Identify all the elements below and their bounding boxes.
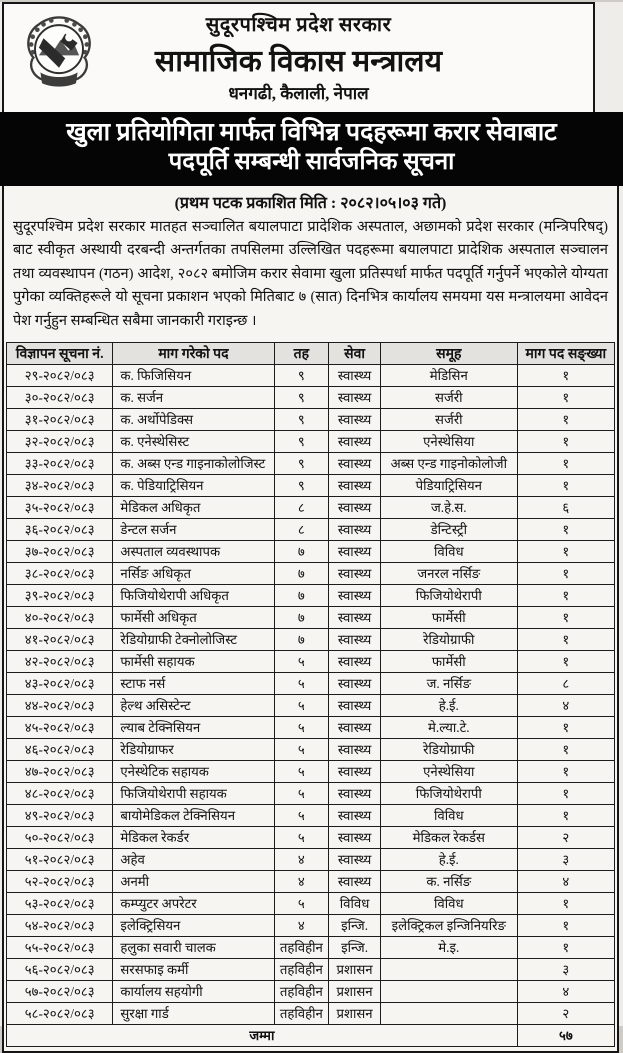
cell-level: ४ [274, 914, 329, 936]
cell-post: हेल्थ असिस्टेन्ट [113, 694, 274, 716]
cell-service: स्वास्थ्य [329, 518, 381, 540]
cell-advt-no: ४१-२०८२/०८३ [7, 628, 113, 650]
cell-service: स्वास्थ्य [329, 606, 381, 628]
cell-post: नर्सिङ अधिकृत [113, 562, 274, 584]
cell-post: फार्मेसी अधिकृत [113, 606, 274, 628]
header-cell-count: माग पद सङ्ख्या [517, 342, 614, 364]
cell-advt-no: ३७-२०८२/०८३ [7, 540, 113, 562]
cell-service: विविध [329, 892, 381, 914]
cell-group: सर्जरी [380, 408, 517, 430]
cell-count: १ [517, 804, 614, 826]
vacancy-row [7, 1002, 615, 1024]
cell-advt-no: ४९-२०८२/०८३ [7, 804, 113, 826]
cell-group: मेडिकल रेकर्डस [380, 826, 517, 848]
vacancy-row [7, 980, 615, 1002]
cell-service: स्वास्थ्य [329, 584, 381, 606]
cell-advt-no: ४३-२०८२/०८३ [7, 672, 113, 694]
cell-level: ९ [274, 452, 329, 474]
cell-group: फार्मेसी [380, 606, 517, 628]
cell-post: रेडियोग्राफी टेक्नोलोजिस्ट [113, 628, 274, 650]
cell-service: स्वास्थ्य [329, 716, 381, 738]
vacancy-row [7, 804, 615, 826]
cell-level: ७ [274, 540, 329, 562]
notice-title-line2: पदपूर्ति सम्बन्धी सार्वजनिक सूचना [168, 148, 455, 175]
vacancy-row [7, 540, 615, 562]
cell-advt-no: ३२-२०८२/०८३ [7, 430, 113, 452]
vacancy-row [7, 848, 615, 870]
cell-group: विविध [380, 892, 517, 914]
vacancy-row [7, 650, 615, 672]
notice-document [0, 2, 623, 1044]
vacancy-row [7, 364, 615, 386]
cell-group: एनेस्थेसिया [380, 430, 517, 452]
cell-service: स्वास्थ्य [329, 738, 381, 760]
cell-advt-no: ५०-२०८२/०८३ [7, 826, 113, 848]
vacancy-row [7, 870, 615, 892]
cell-advt-no: ५३-२०८२/०८३ [7, 892, 113, 914]
vacancy-row [7, 452, 615, 474]
cell-advt-no: ४८-२०८२/०८३ [7, 782, 113, 804]
cell-service: स्वास्थ्य [329, 364, 381, 386]
cell-count: १ [517, 474, 614, 496]
cell-post: कार्यालय सहयोगी [113, 980, 274, 1002]
cell-post: डेन्टल सर्जन [113, 518, 274, 540]
cell-group: फिजियोथेरापी [380, 782, 517, 804]
cell-level: ५ [274, 650, 329, 672]
cell-group [380, 958, 517, 980]
cell-post: स्टाफ नर्स [113, 672, 274, 694]
cell-advt-no: ४५-२०८२/०८३ [7, 716, 113, 738]
table-header-row [7, 342, 615, 364]
cell-group: विविध [380, 804, 517, 826]
cell-level: तहविहीन [274, 980, 329, 1002]
ministry-title: सामाजिक विकास मन्त्रालय [154, 45, 443, 78]
vacancy-row [7, 672, 615, 694]
cell-service: प्रशासन [329, 980, 381, 1002]
cell-group: विविध [380, 540, 517, 562]
cell-post: रेडियोग्राफर [113, 738, 274, 760]
cell-service: स्वास्थ्य [329, 562, 381, 584]
cell-count: १ [517, 716, 614, 738]
cell-count: १ [517, 628, 614, 650]
notice-title-banner [0, 112, 623, 186]
cell-advt-no: ३१-२०८२/०८३ [7, 408, 113, 430]
vacancy-row [7, 936, 615, 958]
ministry-address: धनगढी, कैलाली, नेपाल [228, 84, 369, 103]
cell-post: फार्मेसी सहायक [113, 650, 274, 672]
cell-count: ४ [517, 694, 614, 716]
cell-group: मे.ल्या.टे. [380, 716, 517, 738]
cell-advt-no: ५७-२०८२/०८३ [7, 980, 113, 1002]
cell-level: ५ [274, 738, 329, 760]
cell-post: एनेस्थेटिक सहायक [113, 760, 274, 782]
cell-post: फिजियोथेरापी सहायक [113, 782, 274, 804]
cell-level: ७ [274, 584, 329, 606]
vacancy-row [7, 562, 615, 584]
cell-advt-no: ४०-२०८२/०८३ [7, 606, 113, 628]
cell-advt-no: २९-२०८२/०८३ [7, 364, 113, 386]
cell-count: १ [517, 760, 614, 782]
cell-level: ५ [274, 826, 329, 848]
cell-advt-no: ३३-२०८२/०८३ [7, 452, 113, 474]
cell-group: अब्स एन्ड गाइनोकोलोजी [380, 452, 517, 474]
cell-level: ५ [274, 782, 329, 804]
cell-group [380, 1002, 517, 1024]
cell-advt-no: ५४-२०८२/०८३ [7, 914, 113, 936]
cell-advt-no: ५२-२०८२/०८३ [7, 870, 113, 892]
nepal-coat-of-arms-logo [20, 12, 98, 94]
cell-group: जनरल नर्सिङ [380, 562, 517, 584]
cell-count: १ [517, 936, 614, 958]
cell-count: ३ [517, 848, 614, 870]
cell-group: फिजियोथेरापी [380, 584, 517, 606]
cell-post: ल्याब टेक्निसियन [113, 716, 274, 738]
cell-post: मेडिकल रेकर्डर [113, 826, 274, 848]
cell-count: १ [517, 914, 614, 936]
cell-level: ८ [274, 518, 329, 540]
cell-service: इन्जि. [329, 914, 381, 936]
cell-post: क. अब्स एन्ड गाइनाकोलोजिस्ट [113, 452, 274, 474]
cell-level: ९ [274, 386, 329, 408]
vacancy-row [7, 408, 615, 430]
cell-group: मे.इ. [380, 936, 517, 958]
cell-post: क. पेडियाट्रिसियन [113, 474, 274, 496]
cell-group: हे.ई. [380, 848, 517, 870]
cell-count: ४ [517, 870, 614, 892]
vacancy-row [7, 518, 615, 540]
cell-advt-no: ४६-२०८२/०८३ [7, 738, 113, 760]
cell-count: १ [517, 540, 614, 562]
cell-level: तहविहीन [274, 936, 329, 958]
cell-level: ५ [274, 804, 329, 826]
cell-count: ८ [517, 672, 614, 694]
cell-count: १ [517, 518, 614, 540]
cell-post: कम्प्युटर अपरेटर [113, 892, 274, 914]
cell-count: ६ [517, 496, 614, 518]
cell-group: फार्मेसी [380, 650, 517, 672]
cell-post: सुरक्षा गार्ड [113, 1002, 274, 1024]
cell-count: १ [517, 584, 614, 606]
cell-post: क. फिजिसियन [113, 364, 274, 386]
cell-advt-no: ५६-२०८२/०८३ [7, 958, 113, 980]
cell-level: ९ [274, 474, 329, 496]
cell-service: स्वास्थ्य [329, 694, 381, 716]
cell-service: स्वास्थ्य [329, 848, 381, 870]
cell-count: १ [517, 430, 614, 452]
cell-level: ५ [274, 672, 329, 694]
cell-level: ९ [274, 364, 329, 386]
notice-title-line1: खुला प्रतियोगिता मार्फत विभिन्न पदहरूमा करार सेवाबाट [66, 119, 557, 146]
cell-group [380, 980, 517, 1002]
cell-group: इलेक्ट्रिकल इन्जिनियरिङ [380, 914, 517, 936]
cell-service: स्वास्थ्य [329, 628, 381, 650]
vacancy-row [7, 474, 615, 496]
notice-body [2, 186, 619, 342]
cell-advt-no: ३५-२०८२/०८३ [7, 496, 113, 518]
header-cell-level: तह [274, 342, 329, 364]
cell-post: इलेक्ट्रिसियन [113, 914, 274, 936]
cell-count: ४ [517, 980, 614, 1002]
cell-advt-no: ५५-२०८२/०८३ [7, 936, 113, 958]
cell-service: स्वास्थ्य [329, 870, 381, 892]
cell-count: ३ [517, 958, 614, 980]
vacancy-row [7, 892, 615, 914]
total-value: ५७ [517, 1024, 614, 1046]
cell-post: क. सर्जन [113, 386, 274, 408]
vacancy-table [6, 342, 615, 1047]
province-government-title: सुदूरपश्चिम प्रदेश सरकार [205, 14, 392, 36]
vacancy-row [7, 584, 615, 606]
cell-post: बायोमेडिकल टेक्निसियन [113, 804, 274, 826]
header-cell-post: माग गरेको पद [113, 342, 274, 364]
cell-group: रेडियोग्राफी [380, 628, 517, 650]
cell-count: १ [517, 452, 614, 474]
cell-service: स्वास्थ्य [329, 650, 381, 672]
cell-post: सरसफाइ कर्मी [113, 958, 274, 980]
cell-count: १ [517, 738, 614, 760]
cell-service: स्वास्थ्य [329, 782, 381, 804]
cell-service: स्वास्थ्य [329, 496, 381, 518]
cell-count: २ [517, 1002, 614, 1024]
cell-count: १ [517, 386, 614, 408]
cell-advt-no: ४२-२०८२/०८३ [7, 650, 113, 672]
cell-count: २ [517, 826, 614, 848]
cell-advt-no: ४४-२०८२/०८३ [7, 694, 113, 716]
cell-group: ज. नर्सिङ [380, 672, 517, 694]
vacancy-row [7, 958, 615, 980]
cell-post: क. अर्थोपेडिक्स [113, 408, 274, 430]
cell-level: ४ [274, 848, 329, 870]
cell-post: फिजियोथेरापी अधिकृत [113, 584, 274, 606]
cell-level: ५ [274, 760, 329, 782]
vacancy-row [7, 694, 615, 716]
cell-service: स्वास्थ्य [329, 804, 381, 826]
vacancy-row [7, 914, 615, 936]
cell-count: १ [517, 892, 614, 914]
vacancy-row [7, 628, 615, 650]
vacancy-row [7, 782, 615, 804]
cell-level: ७ [274, 562, 329, 584]
vacancy-row [7, 386, 615, 408]
intro-paragraph: सुदूरपश्चिम प्रदेश सरकार मातहत सञ्चालित बयालपाटा प्रादेशिक अस्पताल, अछामको प्रदेश सरकार (मन्त्रिपरिषद्) बाट स्वीकृत अस्थायी दरबन्दी अन्तर्गतका तपसिलमा उल्लिखित पदहरूमा बयालपाटा प्रादेशिक अस्पताल सञ्चालन तथा व्यवस्थापन (गठन) आदेश, २०८२ बमोजिम करार सेवामा खुला प्रतिस्पर्धा मार्फत पदपूर्ति गर्नुपर्ने भएकोले योग्यता पुगेका व्यक्तिहरूले यो सूचना प्रकाशन भएको मितिबाट ७ (सात) दिनभित्र कार्यालय समयमा यस मन्त्रालयमा आवेदन पेश गर्नुहुन सम्बन्धित सबैमा जानकारी गराइन्छ । [13, 218, 608, 330]
cell-advt-no: ३६-२०८२/०८३ [7, 518, 113, 540]
cell-post: अनमी [113, 870, 274, 892]
cell-post: अस्पताल व्यवस्थापक [113, 540, 274, 562]
cell-service: स्वास्थ्य [329, 408, 381, 430]
cell-advt-no: ३०-२०८२/०८३ [7, 386, 113, 408]
cell-service: स्वास्थ्य [329, 672, 381, 694]
published-date: (प्रथम पटक प्रकाशित मिति : २०८२।०५।०३ गते) [174, 194, 447, 212]
cell-service: स्वास्थ्य [329, 826, 381, 848]
cell-level: ५ [274, 716, 329, 738]
cell-service: स्वास्थ्य [329, 760, 381, 782]
header-cell-advt-no: विज्ञापन सूचना नं. [7, 342, 113, 364]
cell-service: स्वास्थ्य [329, 386, 381, 408]
cell-post: अहेव [113, 848, 274, 870]
cell-group: डेन्टिस्ट्री [380, 518, 517, 540]
vacancy-row [7, 606, 615, 628]
cell-group: क. नर्सिङ [380, 870, 517, 892]
cell-level: ९ [274, 408, 329, 430]
vacancy-row [7, 496, 615, 518]
total-row [7, 1024, 615, 1046]
cell-count: १ [517, 408, 614, 430]
cell-group: मेडिसिन [380, 364, 517, 386]
cell-level: ८ [274, 496, 329, 518]
cell-post: क. एनेस्थेसिस्ट [113, 430, 274, 452]
document-header [2, 2, 595, 112]
total-label: जम्मा [7, 1024, 518, 1046]
cell-count: १ [517, 364, 614, 386]
vacancy-row [7, 760, 615, 782]
cell-service: स्वास्थ्य [329, 540, 381, 562]
cell-advt-no: ३८-२०८२/०८३ [7, 562, 113, 584]
cell-post: हलुका सवारी चालक [113, 936, 274, 958]
cell-service: स्वास्थ्य [329, 452, 381, 474]
cell-count: १ [517, 782, 614, 804]
cell-service: स्वास्थ्य [329, 474, 381, 496]
cell-service: प्रशासन [329, 958, 381, 980]
cell-level: ७ [274, 628, 329, 650]
cell-count: १ [517, 650, 614, 672]
cell-service: इन्जि. [329, 936, 381, 958]
cell-group: एनेस्थेसिया [380, 760, 517, 782]
cell-service: प्रशासन [329, 1002, 381, 1024]
cell-level: तहविहीन [274, 1002, 329, 1024]
vacancy-row [7, 738, 615, 760]
cell-group: सर्जरी [380, 386, 517, 408]
cell-advt-no: ३९-२०८२/०८३ [7, 584, 113, 606]
cell-level: ७ [274, 606, 329, 628]
cell-level: ५ [274, 694, 329, 716]
cell-level: ५ [274, 892, 329, 914]
cell-group: पेडियाट्रिसियन [380, 474, 517, 496]
header-cell-group: समूह [380, 342, 517, 364]
cell-post: मेडिकल अधिकृत [113, 496, 274, 518]
cell-advt-no: ४७-२०८२/०८३ [7, 760, 113, 782]
cell-count: १ [517, 606, 614, 628]
cell-count: १ [517, 562, 614, 584]
vacancy-row [7, 716, 615, 738]
cell-level: ४ [274, 870, 329, 892]
cell-advt-no: ५१-२०८२/०८३ [7, 848, 113, 870]
cell-advt-no: ३४-२०८२/०८३ [7, 474, 113, 496]
vacancy-row [7, 430, 615, 452]
cell-advt-no: ५८-२०८२/०८३ [7, 1002, 113, 1024]
vacancy-row [7, 826, 615, 848]
header-cell-service: सेवा [329, 342, 381, 364]
cell-group: ज.हे.स. [380, 496, 517, 518]
cell-level: ९ [274, 430, 329, 452]
cell-group: रेडियोग्राफी [380, 738, 517, 760]
cell-group: हे.ई. [380, 694, 517, 716]
cell-level: तहविहीन [274, 958, 329, 980]
cell-service: स्वास्थ्य [329, 430, 381, 452]
vacancy-table-container [2, 342, 619, 1053]
